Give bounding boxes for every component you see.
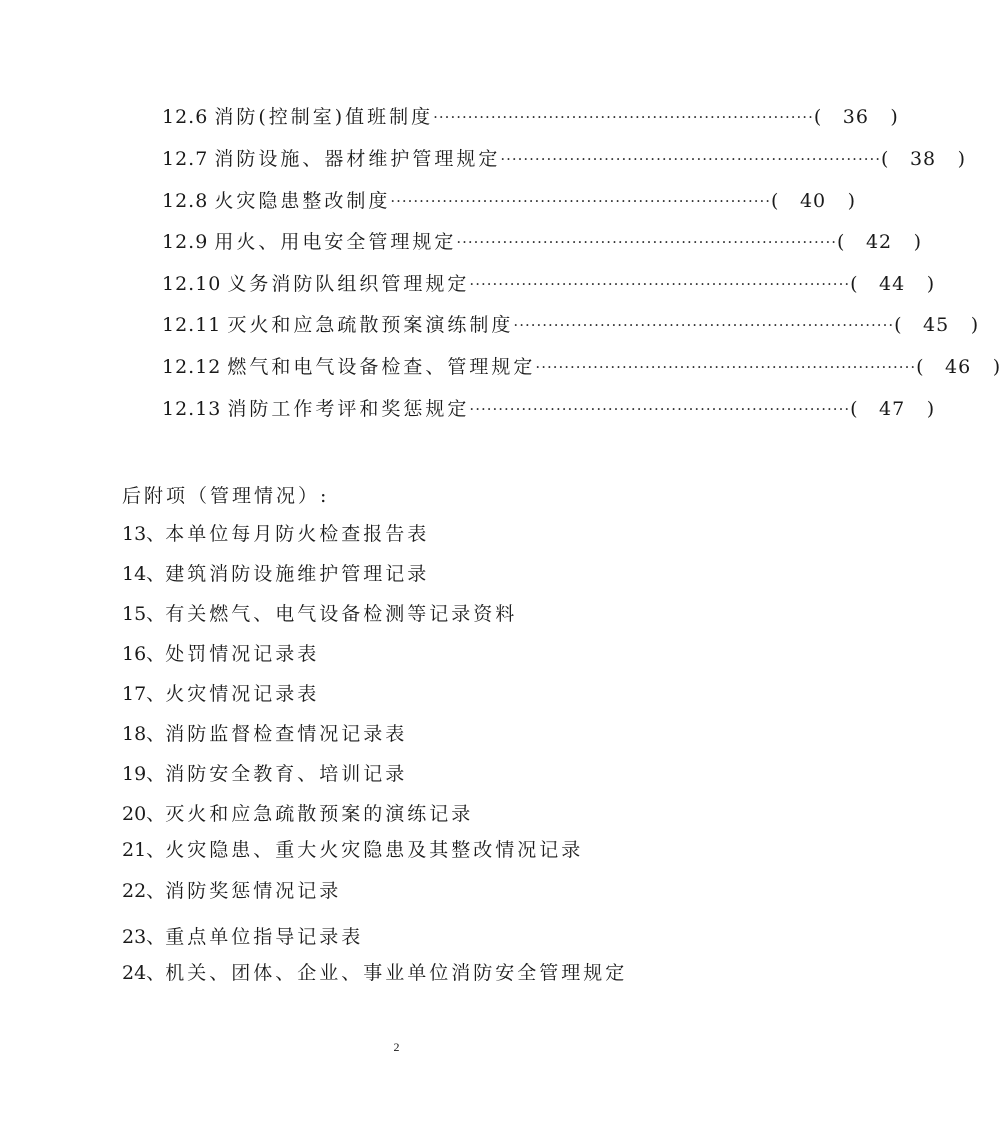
toc-leader-dots: ··································································: [390, 192, 772, 210]
toc-entry: [162, 187, 856, 215]
toc-entry: [162, 103, 898, 131]
toc-entry-page: ( 45 ): [894, 311, 980, 339]
toc-entry: [162, 311, 979, 339]
toc-page-number: 47: [879, 398, 906, 420]
appendix-item-number: 19、: [122, 763, 166, 785]
toc-entry-page: ( 40 ): [771, 187, 857, 215]
toc-entry-number: 12.6: [162, 106, 209, 128]
toc-entry-title: 消防工作考评和奖惩规定: [227, 398, 470, 420]
appendix-item-text: 重点单位指导记录表: [165, 926, 364, 948]
appendix-item: [122, 800, 473, 828]
appendix-item: [122, 923, 363, 951]
toc-leader-dots: ··································································: [513, 316, 895, 334]
toc-page-number: 40: [799, 190, 827, 212]
appendix-item-number: 22、: [122, 880, 166, 902]
toc-entry: [162, 270, 935, 298]
toc-entry-page: ( 44 ): [850, 270, 936, 298]
toc-page-number: 46: [945, 356, 972, 378]
toc-entry: [162, 145, 966, 173]
toc-entry-page: ( 47 ): [850, 395, 936, 423]
page-number: 2: [393, 1040, 400, 1054]
toc-entry-page: ( 46 ): [916, 353, 1002, 381]
toc-entry: [162, 228, 922, 256]
toc-entry-number: 12.13: [162, 398, 222, 420]
appendix-item: [122, 959, 627, 987]
appendix-item-number: 13、: [122, 523, 166, 545]
appendix-item-text: 机关、团体、企业、事业单位消防安全管理规定: [165, 962, 628, 984]
appendix-item: [122, 520, 429, 548]
appendix-item-number: 17、: [122, 683, 166, 705]
toc-leader-dots: ··································································: [469, 400, 851, 418]
toc-leader-dots: ··································································: [469, 275, 851, 293]
appendix-item-text: 本单位每月防火检查报告表: [165, 523, 430, 545]
toc-page-number: 45: [923, 314, 950, 336]
toc-page-number: 44: [879, 273, 906, 295]
appendix-item-text: 处罚情况记录表: [165, 643, 320, 665]
toc-entry: [162, 395, 935, 423]
appendix-item-text: 消防监督检查情况记录表: [165, 723, 408, 745]
toc-entry-page: ( 36 ): [814, 103, 900, 131]
appendix-item-text: 消防奖惩情况记录: [165, 880, 342, 902]
appendix-item: [122, 836, 583, 864]
appendix-item-text: 有关燃气、电气设备检测等记录资料: [165, 603, 518, 625]
appendix-item-number: 14、: [122, 563, 166, 585]
toc-leader-dots: ··································································: [500, 150, 882, 168]
toc-page-number: 36: [842, 106, 869, 128]
toc-entry-number: 12.11: [162, 314, 222, 336]
appendix-item-text: 火灾隐患、重大火灾隐患及其整改情况记录: [165, 839, 584, 861]
toc-leader-dots: ··································································: [535, 358, 917, 376]
appendix-item: [122, 560, 429, 588]
toc-entry-title: 义务消防队组织管理规定: [227, 273, 470, 295]
toc-entry-title: 灭火和应急疏散预案演练制度: [227, 314, 514, 336]
appendix-item: [122, 720, 407, 748]
appendix-item: [122, 760, 407, 788]
appendix-heading: 后附项（管理情况）:: [122, 485, 330, 507]
appendix-item: [122, 680, 319, 708]
toc-leader-dots: ··································································: [456, 233, 838, 251]
appendix-item-text: 灭火和应急疏散预案的演练记录: [165, 803, 474, 825]
appendix-item: [122, 600, 517, 628]
toc-entry-page: ( 42 ): [837, 228, 923, 256]
appendix-item-number: 18、: [122, 723, 166, 745]
appendix-item: [122, 640, 319, 668]
appendix-item-text: 建筑消防设施维护管理记录: [165, 563, 430, 585]
toc-entry-number: 12.12: [162, 356, 222, 378]
toc-entry-number: 12.8: [162, 190, 209, 212]
toc-entry-title: 消防设施、器材维护管理规定: [214, 148, 501, 170]
toc-leader-dots: ··································································: [433, 108, 814, 126]
toc-entry-page: ( 38 ): [881, 145, 967, 173]
toc-entry-number: 12.9: [162, 231, 209, 253]
toc-entry-number: 12.10: [162, 273, 222, 295]
appendix-item-number: 21、: [122, 839, 166, 861]
toc-page-number: 42: [865, 231, 893, 253]
appendix-item-text: 消防安全教育、培训记录: [165, 763, 408, 785]
appendix-item-number: 24、: [122, 962, 166, 984]
toc-entry-title: 消防(控制室)值班制度: [214, 106, 434, 128]
toc-entry-title: 燃气和电气设备检查、管理规定: [227, 356, 536, 378]
appendix-item: [122, 877, 341, 905]
toc-entry-number: 12.7: [162, 148, 209, 170]
toc-entry-title: 用火、用电安全管理规定: [214, 231, 457, 253]
appendix-item-number: 23、: [122, 926, 166, 948]
toc-entry: [162, 353, 1001, 381]
appendix-item-number: 16、: [122, 643, 166, 665]
appendix-item-text: 火灾情况记录表: [165, 683, 320, 705]
appendix-item-number: 15、: [122, 603, 166, 625]
toc-page-number: 38: [909, 148, 937, 170]
appendix-item-number: 20、: [122, 803, 166, 825]
toc-entry-title: 火灾隐患整改制度: [214, 190, 391, 212]
